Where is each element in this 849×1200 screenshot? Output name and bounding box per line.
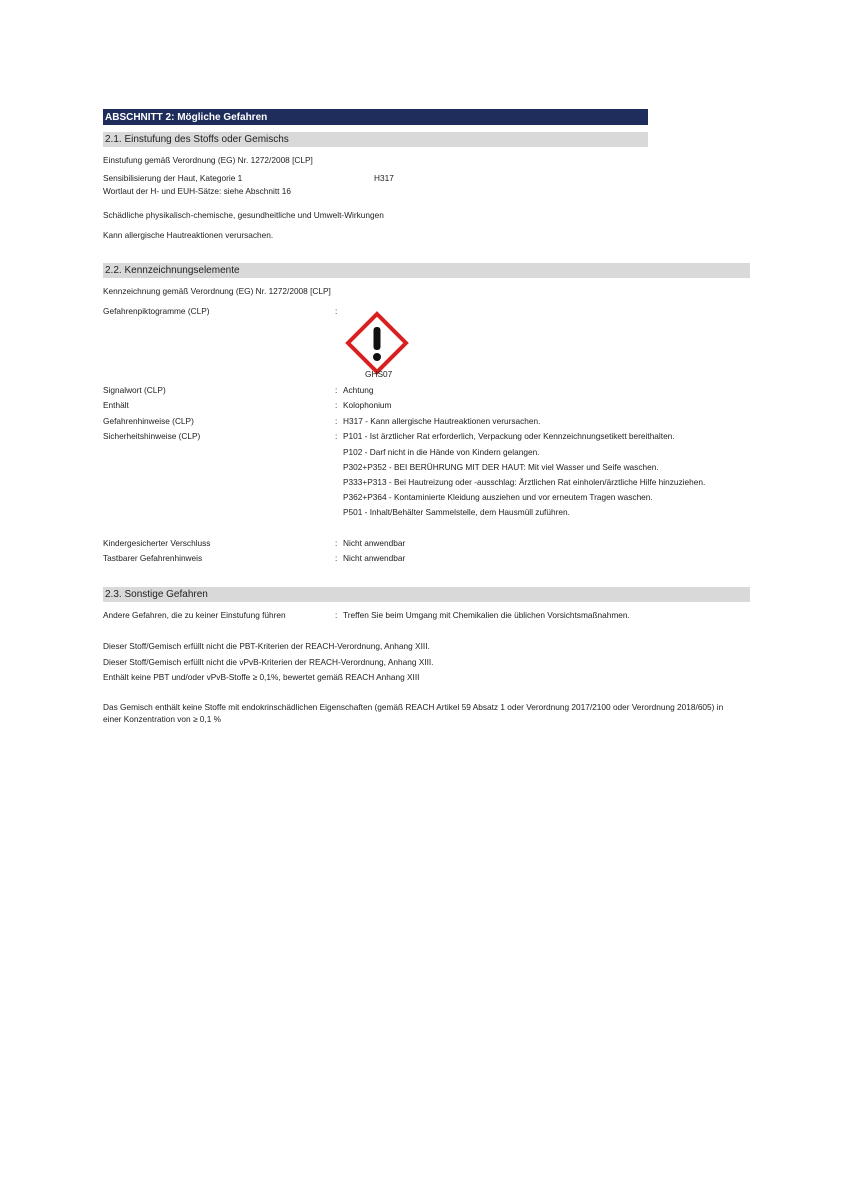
endocrine-statement: Das Gemisch enthält keine Stoffe mit endokrinschädlichen Eigenschaften (gemäß REACH Artikel 59 Absatz 1 oder Verordnung 2017/2100 oder Verordnung 2018/605) in einer Konzentration von ≥ 0,1 % xyxy=(103,702,724,724)
classification-regulation-heading: Einstufung gemäß Verordnung (EG) Nr. 1272/2008 [CLP] xyxy=(103,155,313,165)
colon: : xyxy=(335,610,338,620)
colon: : xyxy=(335,400,338,410)
pbt-statement: Dieser Stoff/Gemisch erfüllt nicht die PBT-Kriterien der REACH-Verordnung, Anhang XIII. xyxy=(103,641,430,651)
wording-note: Wortlaut der H- und EUH-Sätze: siehe Abschnitt 16 xyxy=(103,186,292,196)
pictogram-label: Gefahrenpiktogramme (CLP) xyxy=(103,306,210,316)
safety-statement: P101 - Ist ärztlicher Rat erforderlich, Verpackung oder Kennzeichnungsetikett bereithalten. xyxy=(343,431,675,441)
hazard-statement-value: H317 - Kann allergische Hautreaktionen verursachen. xyxy=(343,416,541,426)
classification-label: Sensibilisierung der Haut, Kategorie 1 xyxy=(103,173,243,183)
colon: : xyxy=(335,538,338,548)
pbt-vpvb-content-statement: Enthält keine PBT und/oder vPvB-Stoffe ≥ 0,1%, bewertet gemäß REACH Anhang XIII xyxy=(103,672,420,682)
subsection-2-3-header: 2.3. Sonstige Gefahren xyxy=(103,587,750,602)
other-hazards-value: Treffen Sie beim Umgang mit Chemikalien die üblichen Vorsichtsmaßnahmen. xyxy=(343,610,630,620)
contains-label: Enthält xyxy=(103,400,129,410)
safety-statements-label: Sicherheitshinweise (CLP) xyxy=(103,431,201,441)
colon: : xyxy=(335,431,338,441)
effects-heading: Schädliche physikalisch-chemische, gesundheitliche und Umwelt-Wirkungen xyxy=(103,210,384,220)
effects-text: Kann allergische Hautreaktionen verursachen. xyxy=(103,230,274,240)
safety-statement: P102 - Darf nicht in die Hände von Kindern gelangen. xyxy=(343,447,540,457)
subsection-2-2-header: 2.2. Kennzeichnungselemente xyxy=(103,263,750,278)
section-header: ABSCHNITT 2: Mögliche Gefahren xyxy=(103,109,648,125)
signal-word-label: Signalwort (CLP) xyxy=(103,385,166,395)
colon: : xyxy=(335,553,338,563)
exclamation-mark-hazard-icon xyxy=(344,310,410,376)
safety-statement: P302+P352 - BEI BERÜHRUNG MIT DER HAUT: Mit viel Wasser und Seife waschen. xyxy=(343,462,659,472)
contains-value: Kolophonium xyxy=(343,400,392,410)
labelling-regulation-heading: Kennzeichnung gemäß Verordnung (EG) Nr. 1272/2008 [CLP] xyxy=(103,286,331,296)
child-resistant-value: Nicht anwendbar xyxy=(343,538,406,548)
colon: : xyxy=(335,306,338,316)
safety-statement: P362+P364 - Kontaminierte Kleidung ausziehen und vor erneutem Tragen waschen. xyxy=(343,492,653,502)
vpvb-statement: Dieser Stoff/Gemisch erfüllt nicht die vPvB-Kriterien der REACH-Verordnung, Anhang XIII. xyxy=(103,657,434,667)
tactile-warning-label: Tastbarer Gefahrenhinweis xyxy=(103,553,203,563)
child-resistant-label: Kindergesicherter Verschluss xyxy=(103,538,211,548)
safety-statement: P333+P313 - Bei Hautreizung oder -ausschlag: Ärztlichen Rat einholen/ärztliche Hilfe hinzuziehen. xyxy=(343,477,706,487)
subsection-2-1-header: 2.1. Einstufung des Stoffs oder Gemischs xyxy=(103,132,648,147)
signal-word-value: Achtung xyxy=(343,385,374,395)
colon: : xyxy=(335,416,338,426)
other-hazards-label: Andere Gefahren, die zu keiner Einstufung führen xyxy=(103,610,286,620)
tactile-warning-value: Nicht anwendbar xyxy=(343,553,406,563)
classification-code: H317 xyxy=(374,173,394,183)
safety-statement: P501 - Inhalt/Behälter Sammelstelle, dem Hausmüll zuführen. xyxy=(343,507,570,517)
colon: : xyxy=(335,385,338,395)
pictogram-code: GHS07 xyxy=(365,369,393,379)
hazard-statements-label: Gefahrenhinweise (CLP) xyxy=(103,416,194,426)
